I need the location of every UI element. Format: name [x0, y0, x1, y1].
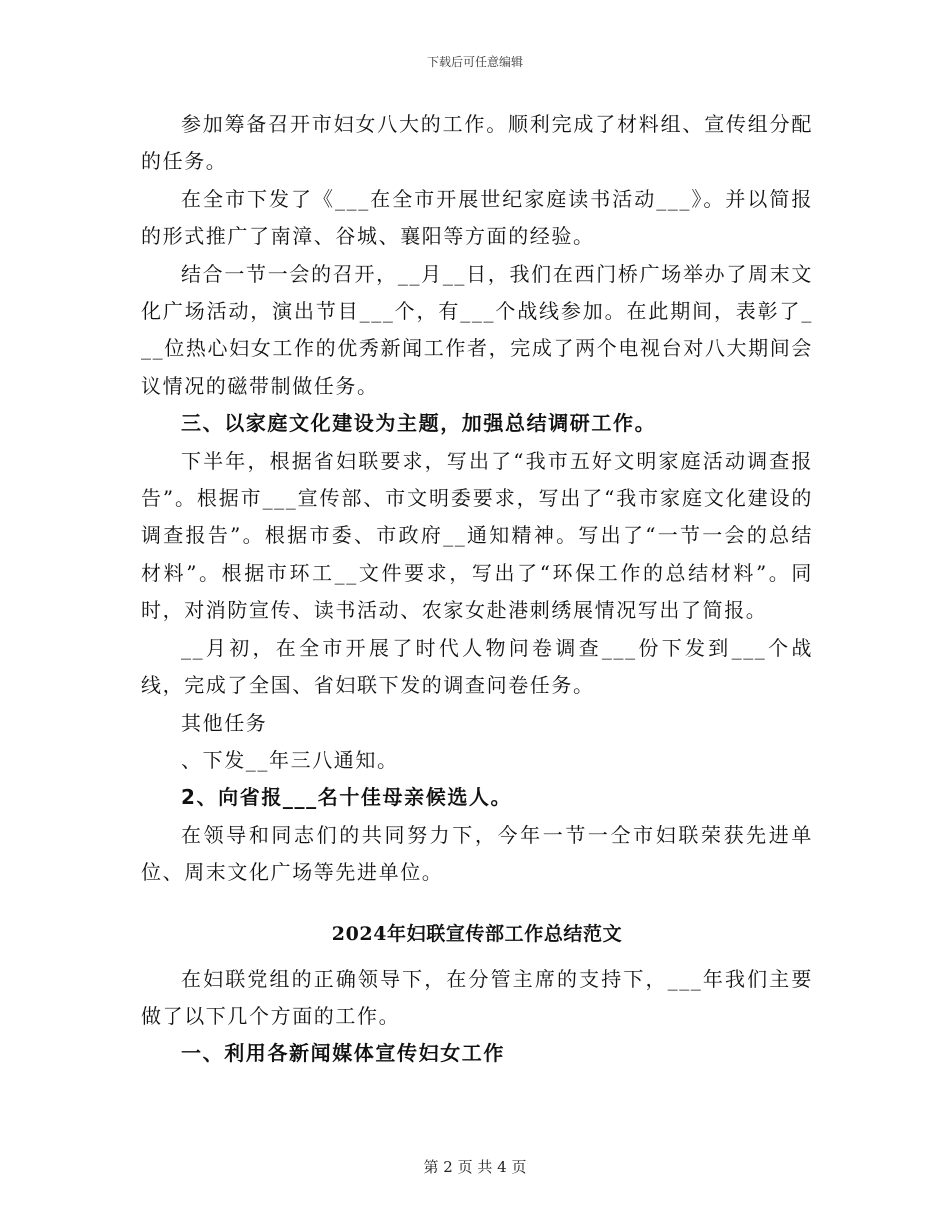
paragraph-notice: 、下发__年三八通知。 [181, 747, 399, 772]
section-heading-one: 一、利用各新闻媒体宣传妇女工作 [181, 1041, 505, 1066]
paragraph-survey: __月初，在全市开展了时代人物问卷调查___份下发到___个战线，完成了全国、省妇联下发的调查问卷任务。 [141, 635, 813, 698]
paragraph-honors: 在领导和同志们的共同努力下，今年一节一仝市妇联荣获先进单位、周末文化广场等先进单位。 [141, 822, 813, 885]
paragraph-reports: 下半年，根据省妇联要求，写出了“我市五好文明家庭活动调查报告”。根据市___宣传部、市文明委要求，写出了“我市家庭文化建设的调查报告”。根据市委、市政府__通知精神。写出了“一节一会的总结材料”。根据市环工__文件要求，写出了“环保工作的总结材料”。同时，对消防宣传、读书活动、农家女赴港刺绣展情况写出了简报。 [141, 448, 813, 623]
paragraph-candidates: 2、向省报___名十佳母亲候选人。 [181, 785, 513, 810]
document-title: 2024年妇联宣传部工作总结范文 [331, 922, 623, 945]
paragraph-preparation: 参加筹备召开市妇女八大的工作。顺利完成了材料组、宣传组分配的任务。 [141, 112, 813, 174]
paragraph-reading-activity: 在全市下发了《___在全市开展世纪家庭读书活动___》。并以简报的形式推广了南漳、谷城、襄阳等方面的经验。 [141, 186, 813, 249]
section-heading-three: 三、以家庭文化建设为主题，加强总结调研工作。 [181, 411, 657, 436]
page-footer: 第 2 页 共 4 页 [423, 1158, 527, 1176]
document-body [141, 106, 813, 1073]
paragraph-intro: 在妇联党组的正确领导下，在分管主席的支持下，___年我们主要做了以下几个方面的工作。 [141, 966, 813, 1028]
paragraph-other-tasks: 其他任务 [181, 710, 268, 735]
page-header: 下载后可任意编辑 [426, 55, 523, 69]
paragraph-culture-square: 结合一节一会的召开，__月__日，我们在西门桥广场举办了周末文化广场活动，演出节目___个，有___个战线参加。在此期间，表彰了___位热心妇女工作的优秀新闻工作者，完成了两个电视台对八大期间会议情况的磁带制做任务。 [141, 261, 813, 398]
